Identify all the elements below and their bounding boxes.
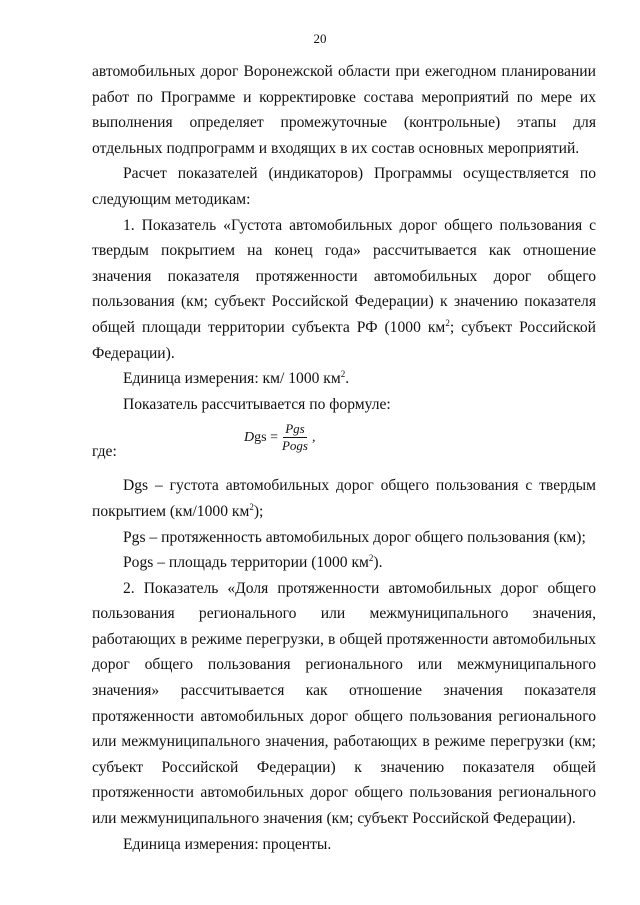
formula-label: где:: [92, 443, 117, 461]
paragraph-continuation: автомобильных дорог Воронежской области при ежегодном планировании работ по Программе и корректировке состава мероприятий по мере их выполнения определяет промежуточные (контрольные) этапы для отдельных подпрограмм и входящих в их состав основных мероприятий.: [92, 63, 596, 157]
formula-intro: Показатель рассчитывается по формуле:: [123, 395, 391, 413]
document-body: [92, 59, 596, 857]
definition-pgs: Pgs – протяженность автомобильных дорог общего пользования (км);: [123, 528, 586, 546]
paragraph-indicator-1: 1. Показатель «Густота автомобильных дорог общего пользования с твердым покрытием на конец года» рассчитывается как отношение значения показателя протяженности автомобильных дорог общего пользования (км; субъект Российской Федерации) к значению показателя общей площади территории субъекта РФ (1000 $км^2$; субъект Российской Федерации).: [92, 216, 596, 362]
formula: [244, 421, 315, 454]
formula-block: [92, 417, 596, 473]
definition-dgs: Dgs – густота автомобильных дорог общего пользования с твердым покрытием (км/1000 $км^2$);: [92, 477, 596, 520]
formula-tail: ,: [311, 430, 316, 446]
definition-pogs: Pogs – площадь территории (1000 $км^2$).: [123, 552, 383, 572]
formula-denominator: Pogs: [281, 438, 308, 454]
formula-lhs-symbol: D: [244, 430, 255, 446]
paragraph-methods-intro: Расчет показателей (индикаторов) Программы осуществляется по следующим методикам:: [92, 165, 596, 208]
page-number: 20: [313, 31, 327, 46]
paragraph-indicator-2: 2. Показатель «Доля протяженности автомобильных дорог общего пользования регионального или межмуниципального значения, работающих в режиме перегрузки, в общей протяженности автомобильных дорог общего пользования регионального или межмуниципального значения» рассчитывается как отношение значения показателя протяженности автомобильных дорог общего пользования регионального или межмуниципального значения, работающих в режиме перегрузки (км; субъект Российской Федерации) к значению показателя общей протяженности автомобильных дорог общего пользования регионального или межмуниципального значения (км; субъект Российской Федерации).: [92, 579, 596, 828]
unit-of-measure-1: Единица измерения: км/ 1000 $км^2$.: [123, 368, 350, 388]
formula-numerator: Pgs: [285, 421, 305, 437]
formula-lhs-rest: gs =: [254, 430, 278, 446]
unit-of-measure-2: Единица измерения: проценты.: [123, 835, 332, 853]
formula-fraction: [280, 421, 310, 454]
